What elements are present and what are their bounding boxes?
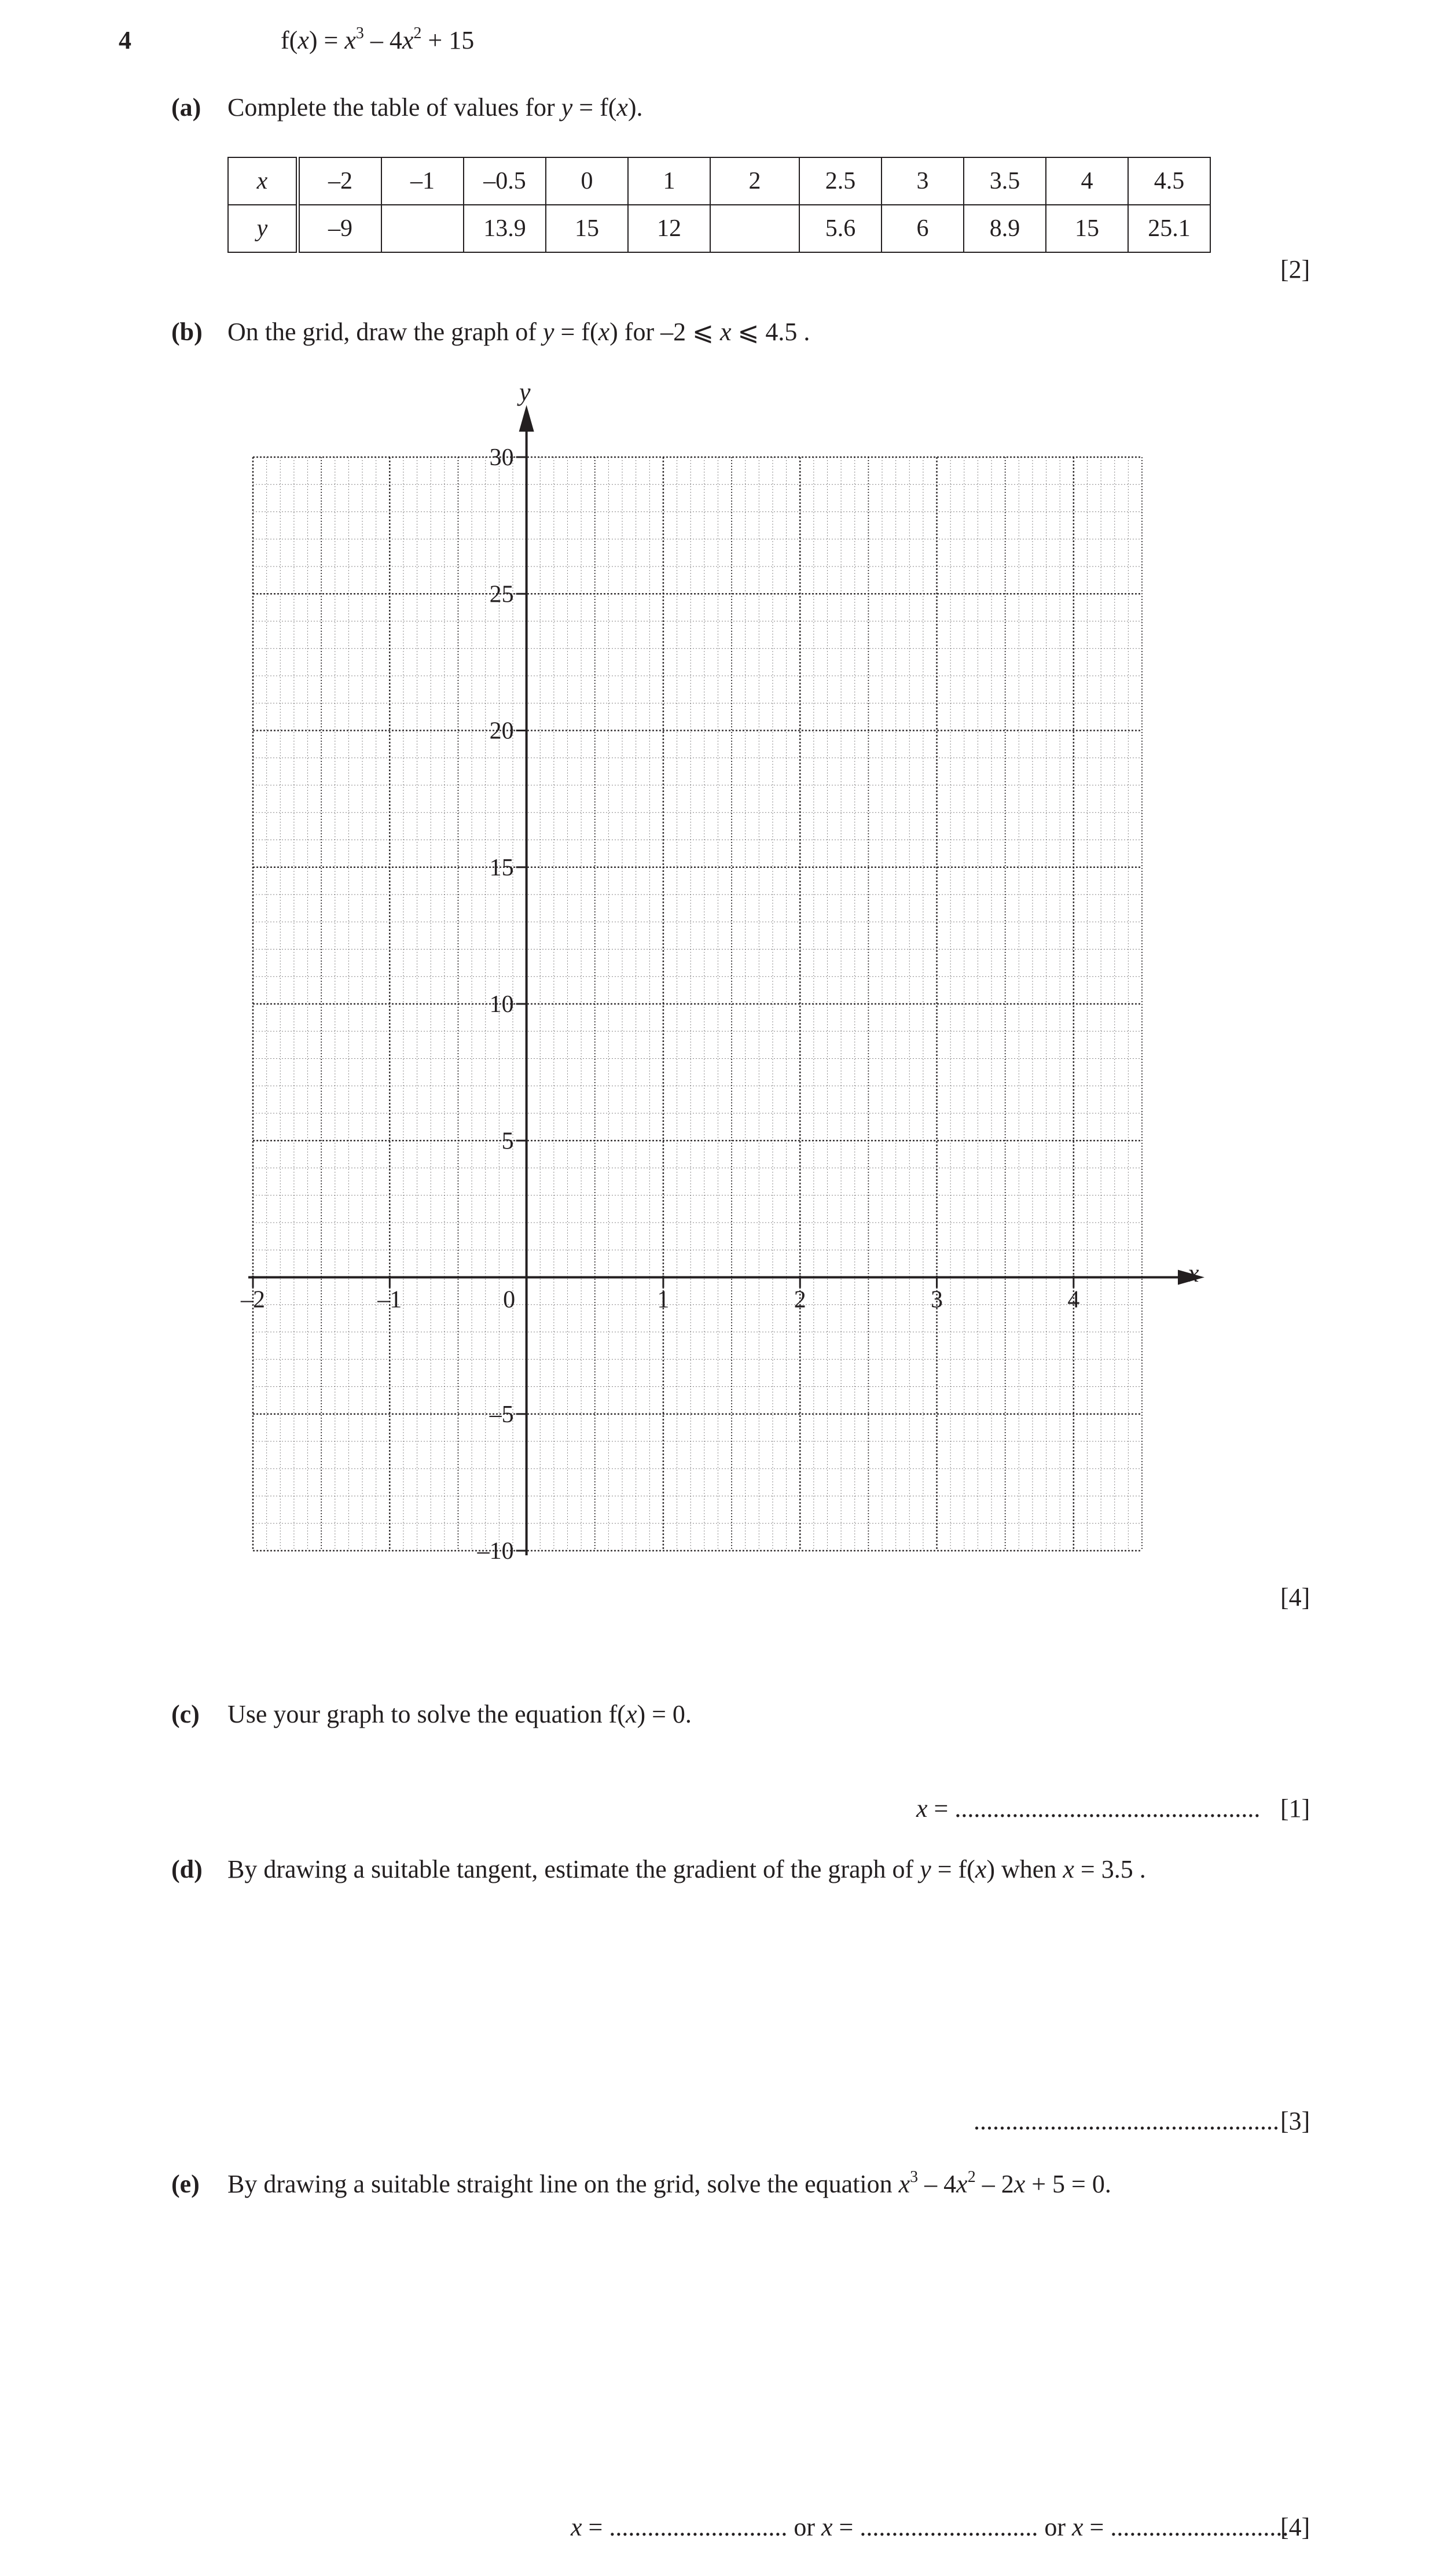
y-axis-label: y [519,378,531,406]
table-cell-x: 3 [882,157,964,205]
question-number: 4 [119,26,131,54]
part-b-marks: [4] [1280,1583,1310,1611]
part-e-label: (e) [171,2170,200,2198]
x-tick-label: –2 [241,1286,265,1313]
y-tick-label: 10 [489,991,514,1018]
y-tick-label: 15 [489,854,514,881]
part-c-marks: [1] [1280,1794,1310,1823]
table-cell-x: 3.5 [964,157,1046,205]
x-ticks [240,1276,1079,1313]
y-tick-label: 5 [501,1128,514,1155]
part-a-label: (a) [171,93,201,122]
y-ticks [477,444,527,1565]
table-cell-x: 4 [1046,157,1128,205]
part-e-marks: [4] [1280,2513,1310,2541]
part-e-answer-lines[interactable]: x = ............................ or x = ............................ or x = ............................ [571,2513,1289,2541]
table-cell-y: 8.9 [964,205,1046,252]
x-axis-label: x [1188,1259,1199,1287]
table-cell-y: 15 [546,205,628,252]
table-cell-y: 12 [628,205,710,252]
x-tick-label: 1 [657,1286,670,1313]
x-tick-label: 2 [794,1286,806,1313]
table-cell-y: –9 [298,205,382,252]
x-tick-label: 0 [503,1286,516,1313]
table-cell-y: 6 [882,205,964,252]
part-c-label: (c) [171,1700,200,1728]
part-c-answer-line[interactable]: x = ................................................ [916,1794,1261,1823]
table-cell-x: –1 [381,157,464,205]
x-tick-label: 4 [1067,1286,1080,1313]
table-cell-x: –0.5 [464,157,546,205]
table-header-x: x [228,157,298,205]
part-b-label: (b) [171,318,203,346]
axes [248,405,1204,1555]
y-axis-arrow [519,405,534,432]
part-b-text: On the grid, draw the graph of y = f(x) for –2 ⩽ x ⩽ 4.5 . [227,318,810,346]
y-tick-label: –10 [477,1538,514,1565]
x-tick-label: 3 [931,1286,943,1313]
table-cell-y: 13.9 [464,205,546,252]
part-e-text: By drawing a suitable straight line on the grid, solve the equation $x^3 - 4x^2 - 2x + 5 = 0$. [227,2168,1111,2198]
part-d-label: (d) [171,1855,203,1883]
table-cell-x: 0 [546,157,628,205]
table-cell-x: 2.5 [799,157,882,205]
x-tick-label: –1 [377,1286,402,1313]
y-tick-label: 30 [489,444,514,471]
part-d-marks: [3] [1280,2107,1310,2135]
part-a-text: Complete the table of values for y = f(x). [227,93,643,122]
table-cell-x: 4.5 [1128,157,1210,205]
table-cell-y: 25.1 [1128,205,1210,252]
part-a-marks: [2] [1280,255,1310,284]
function-definition: $f(x) = x^3 - 4x^2 + 15$ [281,24,475,54]
table-header-y: y [228,205,298,252]
part-c-text: Use your graph to solve the equation f(x) = 0. [227,1700,692,1728]
y-tick-label: 20 [489,717,514,745]
table-cell-x: –2 [298,157,382,205]
y-tick-label: 25 [489,581,514,608]
part-d-text: By drawing a suitable tangent, estimate the gradient of the graph of y = f(x) when x = 3.5 . [227,1855,1146,1883]
table-cell-y: 15 [1046,205,1128,252]
y-tick-label: –5 [489,1401,514,1428]
table-cell-y: 5.6 [799,205,882,252]
table-cell-x: 2 [710,157,799,205]
table-cell-x: 1 [628,157,710,205]
part-d-answer-line[interactable]: ................................................ [974,2107,1279,2135]
